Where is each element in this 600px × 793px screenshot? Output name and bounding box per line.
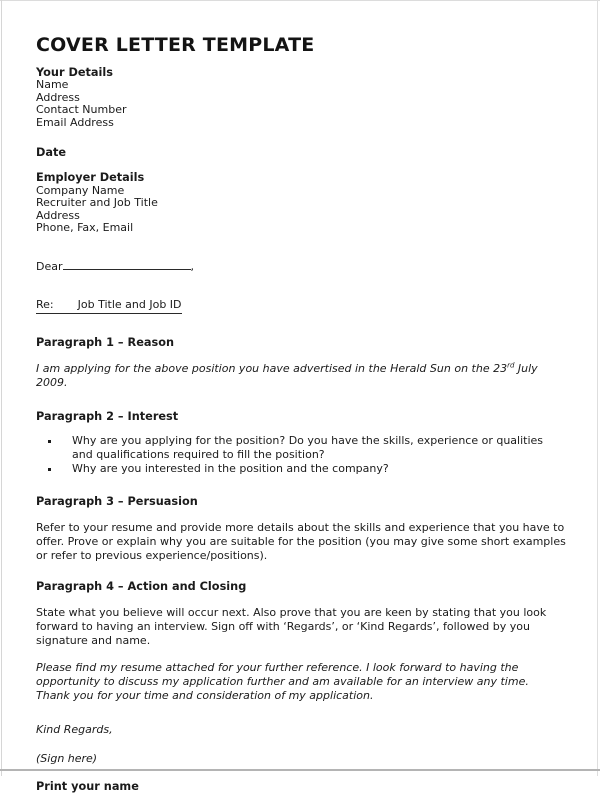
paragraph1-body [36,362,566,390]
bullet-icon [48,468,51,471]
subject-label: Re: [36,298,54,312]
paragraph4-body: State what you believe will occur next. Also prove that you are keen by stating that you look forward to having an interview. Sign off with ‘Regards’, or ‘Kind Regards’, followed by you signature and name. [36,606,547,648]
employer-details-section [36,172,566,234]
closing-print-name: Print your name [36,780,139,793]
paragraph2-heading: Paragraph 2 – Interest [36,410,179,424]
salutation-line [36,258,566,273]
bullet-item [36,434,566,462]
your-details-heading: Your Details [36,66,113,79]
employer-details-heading: Employer Details [36,171,145,185]
paragraph1-heading: Paragraph 1 – Reason [36,336,175,350]
your-details-name: Name [36,78,69,92]
salutation-suffix: , [190,260,195,274]
your-details-address: Address [36,90,80,104]
salutation-prefix: Dear [36,260,63,274]
your-details-email-address: Email Address [36,115,114,129]
bullet-item [36,462,566,476]
bullet-text: Why are you interested in the position and the company? [72,462,389,476]
salutation-blank-line [63,258,191,270]
employer-address: Address [36,208,80,222]
paragraph3-body: Refer to your resume and provide more details about the skills and experience that you have to offer. Prove or explain why you are suitable for the position (you may give some short examples or refer to previous experience/positions). [36,521,566,563]
employer-recruiter-job-title: Recruiter and Job Title [36,196,158,210]
employer-company-name: Company Name [36,183,125,197]
bullet-text: Why are you applying for the position? Do you have the skills, experience or qualities and qualifications required to fill the position? [72,434,544,462]
subject-text: Job Title and Job ID [77,298,182,312]
paragraph4-heading: Paragraph 4 – Action and Closing [36,580,247,594]
closing-sign-off: Kind Regards, [36,723,113,737]
subject-line [36,298,566,314]
subject-underlined-text [36,298,182,314]
your-details-section [36,67,566,129]
paragraph1-ordinal-superscript: rd [507,361,515,370]
paragraph1-body-date: July 2009. [36,362,538,390]
document-title: COVER LETTER TEMPLATE [36,34,315,56]
paragraph1-body-text: I am applying for the above position you have advertised in the Herald Sun on the 23 [36,362,508,376]
paragraph3-heading: Paragraph 3 – Persuasion [36,495,198,509]
paragraph4-example-line2: Thank you for your time and consideration of my application. [36,689,374,703]
bullet-icon [48,440,51,443]
paragraph2-bullet-list [36,434,566,476]
closing-sign-here: (Sign here) [36,752,98,766]
your-details-contact-number: Contact Number [36,103,127,117]
paragraph4-example-line1: Please find my resume attached for your further reference. I look forward to having the opportunity to discuss my application further and am available for an interview any time. [36,661,529,689]
date-label: Date [36,146,67,160]
employer-phone-fax-email: Phone, Fax, Email [36,221,134,235]
